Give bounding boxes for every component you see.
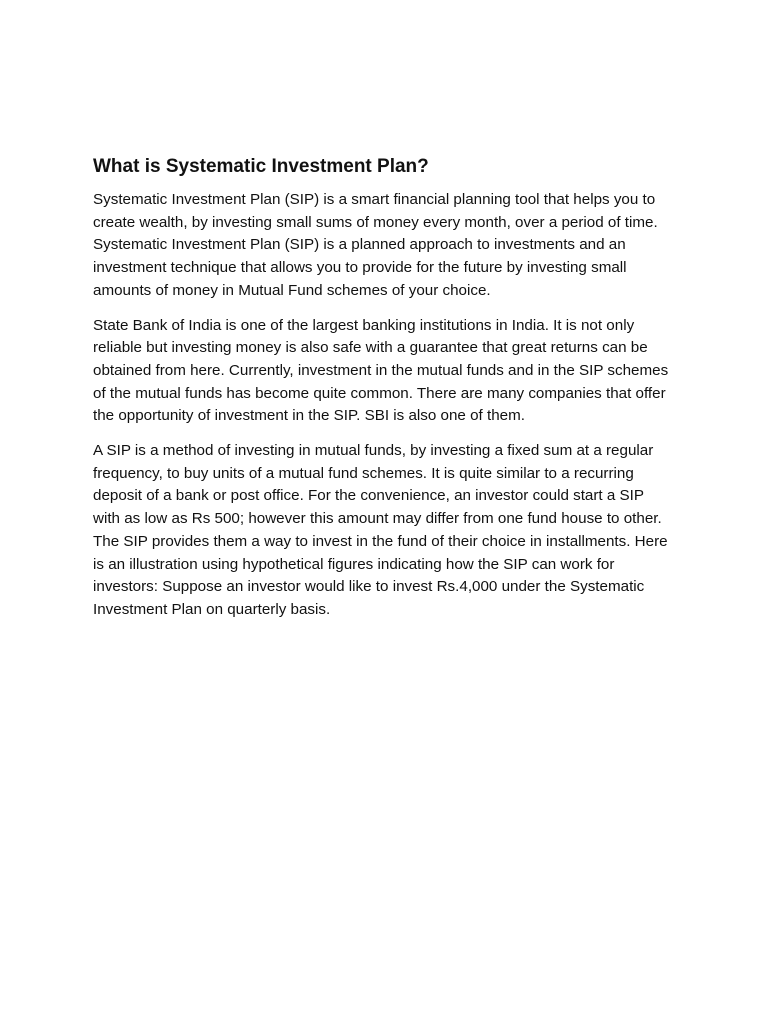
paragraph-sip-method: A SIP is a method of investing in mutual funds, by investing a fixed sum at a regular frequency, to buy units of a mutual fund schemes. It is quite similar to a recurring deposit of a bank or post office. For the convenience, an investor could start a SIP with as low as Rs 500; however this amount may differ from one fund house to other. The SIP provides them a way to invest in the fund of their choice in installments. Here is an illustration using hypothetical figures indicating how the SIP can work for investors: Suppose an investor would like to invest Rs.4,000 under the Systematic Investment Plan on quarterly basis. (93, 442, 668, 618)
paragraph-sip-definition: Systematic Investment Plan (SIP) is a smart financial planning tool that helps you to create wealth, by investing small sums of money every month, over a period of time. Systematic Investment Plan (SIP) is a planned approach to investments and an investment technique that allows you to provide for the future by investing small amounts of money in Mutual Fund schemes of your choice. (93, 191, 658, 299)
document-title: What is Systematic Investment Plan? (93, 156, 429, 177)
document-page (93, 154, 673, 634)
paragraph-sbi: State Bank of India is one of the largest banking institutions in India. It is not only reliable but investing money is also safe with a guarantee that great returns can be obtained from here. Currently, investment in the mutual funds and in the SIP schemes of the mutual funds has become quite common. There are many companies that offer the opportunity of investment in the SIP. SBI is also one of them. (93, 316, 669, 425)
